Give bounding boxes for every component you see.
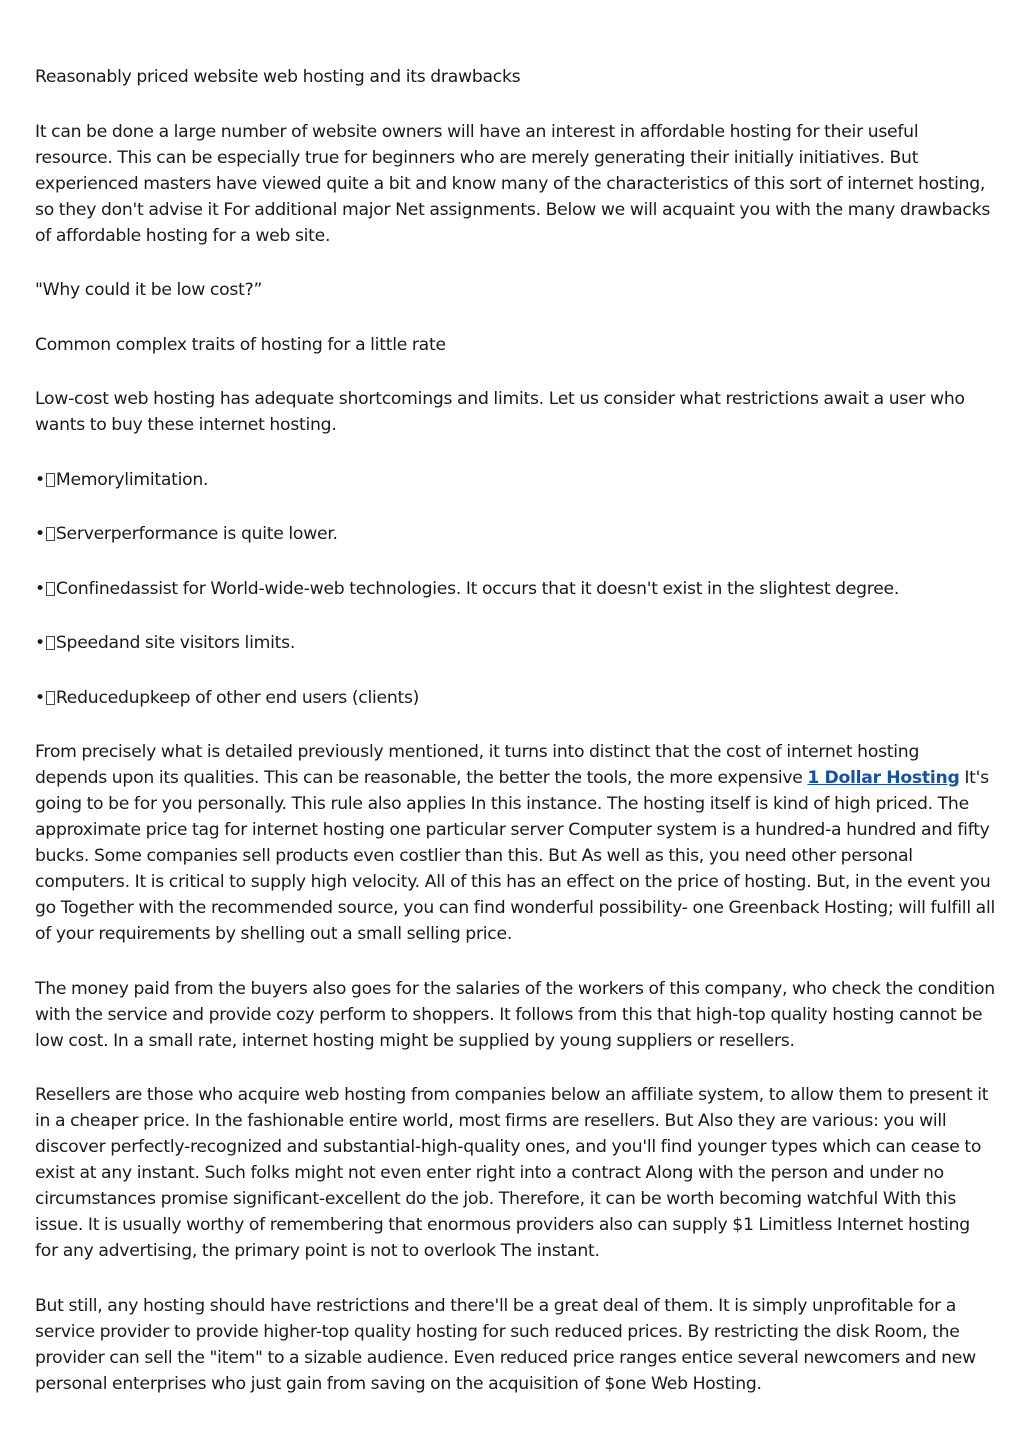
document-body [35,64,995,1425]
bullet-item-speed [35,630,995,656]
bullet-icon: • [35,469,45,490]
bullet-first-word: Speed [55,633,109,653]
missing-glyph-icon [46,582,55,596]
bullet-rest: upkeep of other end users (clients) [128,687,420,708]
missing-glyph-icon [46,473,55,487]
bullet-icon: • [35,524,45,544]
bullet-item-confined [35,576,995,602]
bullet-rest: limitation. [124,469,209,490]
bullet-first-word: Reduced [55,687,129,708]
missing-glyph-icon [46,527,55,541]
intro-paragraph: It can be done a large number of website owners will have an interest in affordable hosting for their useful resource. This can be especially true for beginners who are merely generating their initially initiatives. But experienced masters have viewed quite a bit and know many of the characteristics of this sort of internet hosting, so they don't advise it For additional major Net assignments. Below we will acquaint you with the many drawbacks of affordable hosting for a web site. [35,121,991,246]
bullet-icon: • [35,578,45,599]
bullet-rest: performance is quite lower. [110,524,338,544]
bullet-rest: assist for World-wide-web technologies. It occurs that it doesn't exist in the slightest degree. [130,578,900,599]
bullet-item-memory [35,467,995,493]
bullet-icon: • [35,633,45,653]
price-paragraph [35,739,995,947]
bullet-first-word: Server [55,524,111,544]
limits-intro-paragraph: Low-cost web hosting has adequate shortcomings and limits. Let us consider what restrictions await a user who wants to buy these internet hosting. [35,389,965,435]
one-dollar-hosting-link[interactable]: 1 Dollar Hosting [807,768,960,788]
bullet-item-server [35,521,995,547]
question-line: "Why could it be low cost?” [35,280,263,300]
missing-glyph-icon [46,691,55,705]
section-heading: Common complex traits of hosting for a little rate [35,334,446,355]
document-title: Reasonably priced website web hosting and its drawbacks [35,67,521,87]
missing-glyph-icon [46,636,55,650]
resellers-paragraph: Resellers are those who acquire web hosting from companies below an affiliate system, to allow them to present it in a cheaper price. In the fashionable entire world, most firms are resellers. But Also they are various: you will discover perfectly-recognized and substantial-high-quality ones, and you'll find younger types which can cease to exist at any instant. Such folks might not even enter right into a contract Along with the person and under no circumstances promise significant-excellent do the job. Therefore, it can be worth becoming watchful With this issue. It is usually worthy of remembering that enormous providers also can supply $1 Limitless Internet hosting for any advertising, the primary point is not to overlook The instant. [35,1085,989,1261]
money-paragraph: The money paid from the buyers also goes for the salaries of the workers of this company, who check the condition with the service and provide cozy perform to shoppers. It follows from this that high-top quality hosting cannot be low cost. In a small rate, internet hosting might be supplied by young suppliers or resellers. [35,978,995,1051]
bullet-rest: and site visitors limits. [108,633,296,653]
price-text-after: It's going to be for you personally. This rule also applies In this instance. The hosting itself is kind of high priced. The approximate price tag for internet hosting one particular server Computer system is a hundred-a hundred and fifty bucks. Some companies sell products even costlier than this. But As well as this, you need other personal computers. It is critical to supply high velocity. All of this has an effect on the price of hosting. But, in the event you go Together with the recommended source, you can find wonderful possibility- one Greenback Hosting; will fulfill all of your requirements by shelling out a small selling price. [35,768,995,944]
price-text-before: From precisely what is detailed previously mentioned, it turns into distinct that the cost of internet hosting depends upon its qualities. This can be reasonable, the better the tools, the more expensive [35,742,920,788]
bullet-first-word: Confined [55,578,131,599]
bullet-first-word: Memory [55,469,125,490]
bullet-icon: • [35,687,45,708]
restrictions-paragraph: But still, any hosting should have restrictions and there'll be a great deal of them. It is simply unprofitable for a service provider to provide higher-top quality hosting for such reduced prices. By restricting the disk Room, the provider can sell the "item" to a sizable audience. Even reduced price ranges entice several newcomers and new personal enterprises who just gain from saving on the acquisition of $one Web Hosting. [35,1295,976,1394]
bullet-item-reduced [35,685,995,711]
